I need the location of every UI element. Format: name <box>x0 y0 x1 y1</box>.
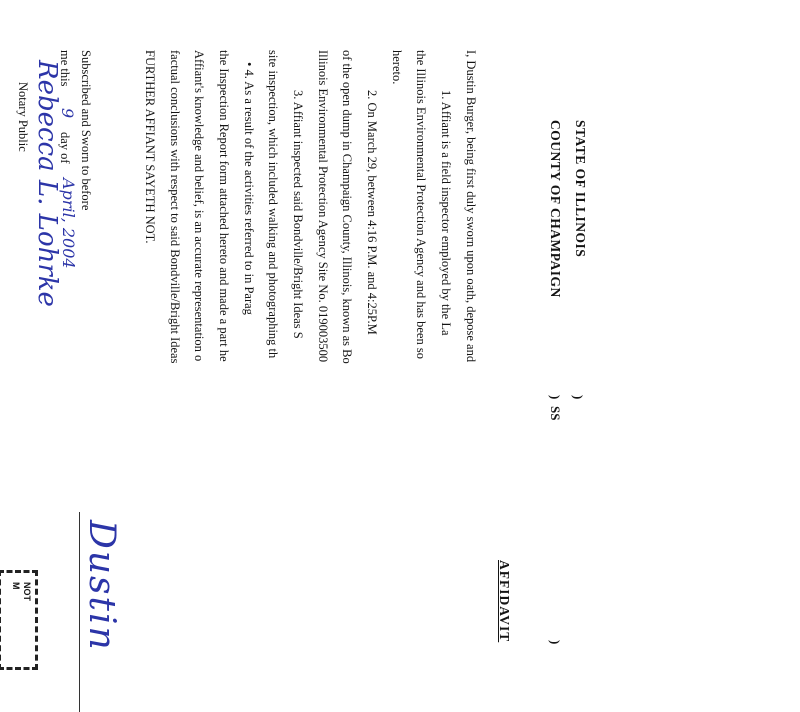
body-line: I, Dustin Burger, being first duly sworn upon oath, depose and <box>464 50 478 363</box>
body-line: of the open dump in Champaign County, Illinois, known as Bo <box>340 50 354 364</box>
notary-seal-text <box>10 582 32 601</box>
notary-public-label: Notary Public <box>16 82 30 152</box>
body-line: factual conclusions with respect to said Bondville/Bright Ideas <box>168 50 182 364</box>
document-title: AFFIDAVIT <box>497 560 512 643</box>
ss-label: SS <box>548 406 563 421</box>
signature-line <box>79 512 80 712</box>
notary-signature: Rebecca L. Lohrke <box>32 60 62 307</box>
body-line: 1. Affiant is a field inspector employed by the La <box>439 90 453 336</box>
venue-bracket: ) <box>571 395 586 400</box>
body-line: hereto. <box>390 50 404 85</box>
county-heading: COUNTY OF CHAMPAIGN <box>548 120 563 298</box>
body-line: 3. Affiant inspected said Bondville/Bright Ideas S <box>291 90 305 339</box>
month-year-handwritten: April, 2004 <box>59 178 78 269</box>
day-handwritten: 9 <box>58 108 77 119</box>
venue-bracket: ) <box>548 640 563 645</box>
closing-line: FURTHER AFFIANT SAYETH NOT. <box>143 50 157 244</box>
body-line: the Inspection Report form attached hereto and made a part he <box>217 50 231 362</box>
subscribed-line: Subscribed and Sworn to before <box>79 50 93 211</box>
day-of-label: day of <box>58 132 72 164</box>
venue-bracket: ) <box>548 395 563 400</box>
body-line: • 4. As a result of the activities referred to in Parag <box>242 62 256 315</box>
seal-line: M <box>11 582 21 590</box>
body-line: the Illinois Environmental Protection Agency and has been so <box>414 50 428 359</box>
body-line: 2. On March 29, between 4:16 P.M. and 4:25P.M <box>365 90 379 335</box>
affiant-signature: Dustin <box>81 520 122 652</box>
state-heading: STATE OF ILLINOIS <box>573 120 588 258</box>
affidavit-page <box>0 50 590 690</box>
body-line: site inspection, which included walking and photographing th <box>266 50 280 359</box>
body-line: Affiant's knowledge and belief, is an accurate representation o <box>192 50 206 362</box>
me-this-label: me this <box>58 50 72 87</box>
seal-line: NOT <box>22 582 32 601</box>
body-line: Illinois Environmental Protection Agency Site No. 019003500 <box>316 50 330 363</box>
